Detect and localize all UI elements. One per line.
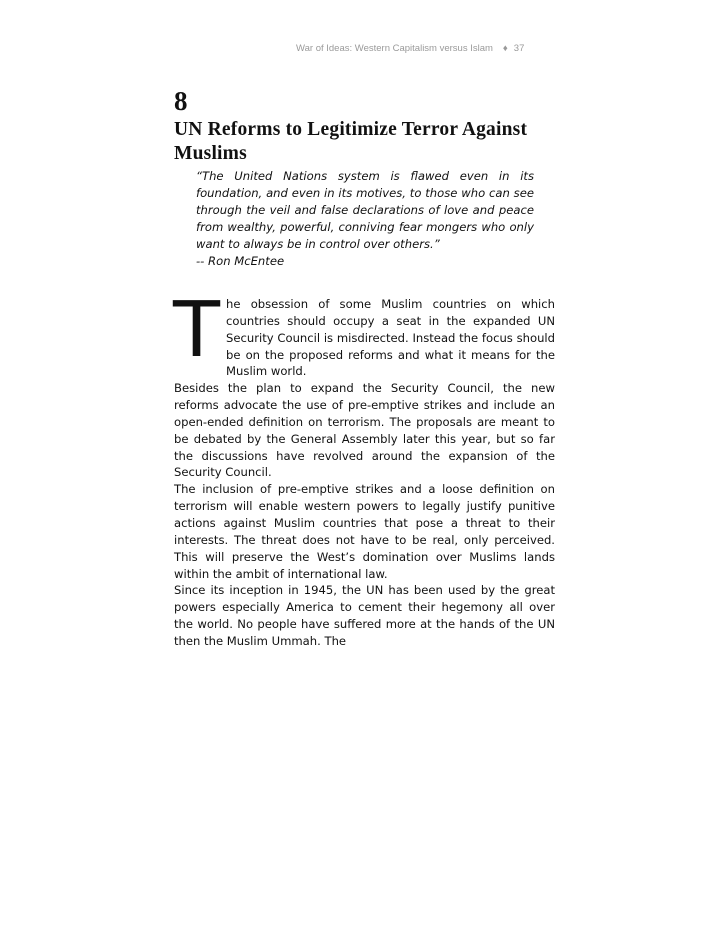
page-number: 37 [513,43,525,54]
epigraph-attribution: -- Ron McEntee [196,254,285,268]
epigraph [196,168,534,270]
chapter-title: UN Reforms to Legitimize Terror Against Muslims [174,119,528,164]
epigraph-quote: “The United Nations system is flawed even in its foundation, and even in its motives, to those who can see through the veil and false declarations of love and peace from wealthy, powerful, conniving fear mongers who only want to always be in control over others.” [196,169,534,251]
drop-cap: T [173,286,221,375]
body-text [173,286,555,650]
chapter-number: 8 [174,86,188,116]
paragraph: The inclusion of pre-emptive strikes and a loose definition on terrorism will enable western powers to legally justify punitive actions against Muslim countries that pose a threat to their interests. The threat does not have to be real, only perceived. This will preserve the West’s domination over Muslims lands within the ambit of international law. [174,482,555,581]
paragraph: he obsession of some Muslim countries on which countries should occupy a seat in the expanded UN Security Council is misdirected. Instead the focus should be on the proposed reforms and what it means for the Muslim world. [226,297,555,379]
paragraph: Besides the plan to expand the Security Council, the new reforms advocate the use of pre-emptive strikes and include an open-ended definition on terrorism. The proposals are meant to be debated by the General Assembly later this year, but so far the discussions have revolved around the expansion of the Security Council. [174,381,555,480]
running-title: War of Ideas: Western Capitalism versus Islam [296,43,493,54]
running-header [296,43,546,54]
diamond-separator-icon: ♦ [502,43,508,54]
paragraph: Since its inception in 1945, the UN has been used by the great powers especially America to cement their hegemony all over the world. No people have suffered more at the hands of the UN then the Muslim Ummah. The [174,583,555,648]
